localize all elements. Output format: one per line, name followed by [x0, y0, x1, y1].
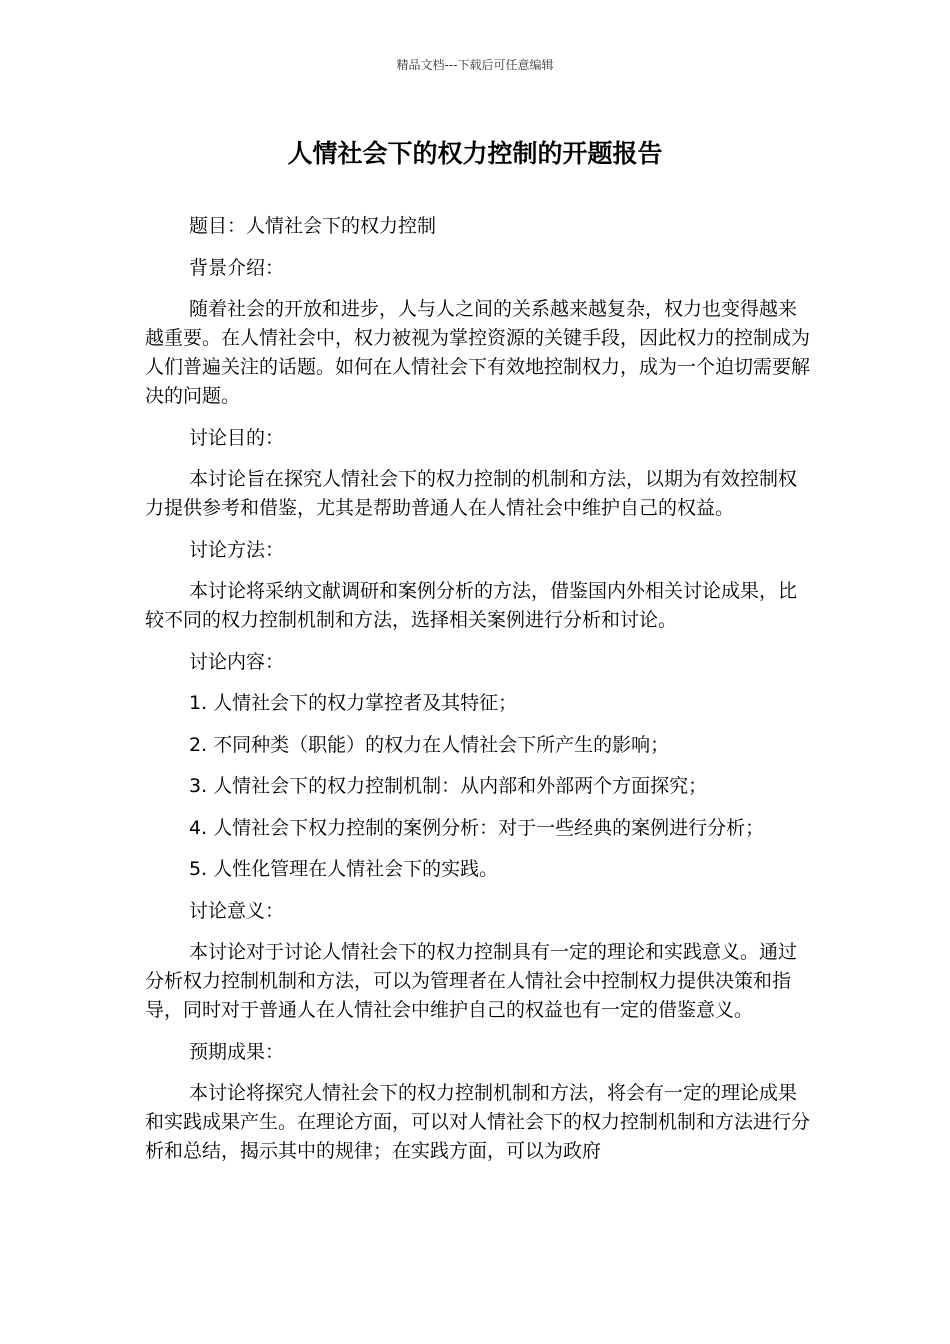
outcome-heading: 预期成果：	[189, 1040, 285, 1063]
method-heading: 讨论方法：	[189, 538, 285, 561]
content-list-item: 2. 不同种类（职能）的权力在人情社会下所产生的影响；	[189, 733, 670, 756]
purpose-paragraph: 本讨论旨在探究人情社会下的权力控制的机制和方法，以期为有效控制权力提供参考和借鉴，尤其是帮助普通人在人情社会中维护自己的权益。	[145, 468, 798, 519]
outcome-paragraph: 本讨论将探究人情社会下的权力控制机制和方法，将会有一定的理论成果和实践成果产生。在理论方面，可以对人情社会下的权力控制机制和方法进行分析和总结，揭示其中的规律；在实践方面，可以为政府	[145, 1082, 811, 1162]
significance-paragraph: 本讨论对于讨论人情社会下的权力控制具有一定的理论和实践意义。通过分析权力控制机制和方法，可以为管理者在人情社会中控制权力提供决策和指导，同时对于普通人在人情社会中维护自己的权益也有一定的借鉴意义。	[145, 941, 798, 1021]
topic-line: 题目：人情社会下的权力控制	[189, 215, 437, 237]
purpose-heading: 讨论目的：	[189, 426, 285, 449]
content-heading: 讨论内容：	[189, 650, 285, 673]
method-paragraph: 本讨论将采纳文献调研和案例分析的方法，借鉴国内外相关讨论成果，比较不同的权力控制机制和方法，选择相关案例进行分析和讨论。	[145, 580, 798, 631]
content-list-item: 4. 人情社会下权力控制的案例分析：对于一些经典的案例进行分析；	[189, 816, 765, 839]
document-title: 人情社会下的权力控制的开题报告	[287, 139, 663, 168]
content-list-item: 1. 人情社会下的权力掌控者及其特征；	[189, 692, 518, 714]
content-list-item: 5. 人性化管理在人情社会下的实践。	[189, 858, 499, 880]
significance-heading: 讨论意义：	[189, 899, 285, 922]
document-body	[145, 212, 815, 1179]
background-paragraph: 随着社会的开放和进步，人与人之间的关系越来越复杂，权力也变得越来越重要。在人情社会中，权力被视为掌控资源的关键手段，因此权力的控制成为人们普遍关注的话题。如何在人情社会下有效地控制权力，成为一个迫切需要解决的问题。	[145, 298, 811, 407]
page-header: 精品文档---下载后可任意编辑	[396, 58, 554, 72]
content-list-item: 3. 人情社会下的权力控制机制：从内部和外部两个方面探究；	[189, 775, 708, 797]
background-heading: 背景介绍：	[189, 256, 285, 279]
